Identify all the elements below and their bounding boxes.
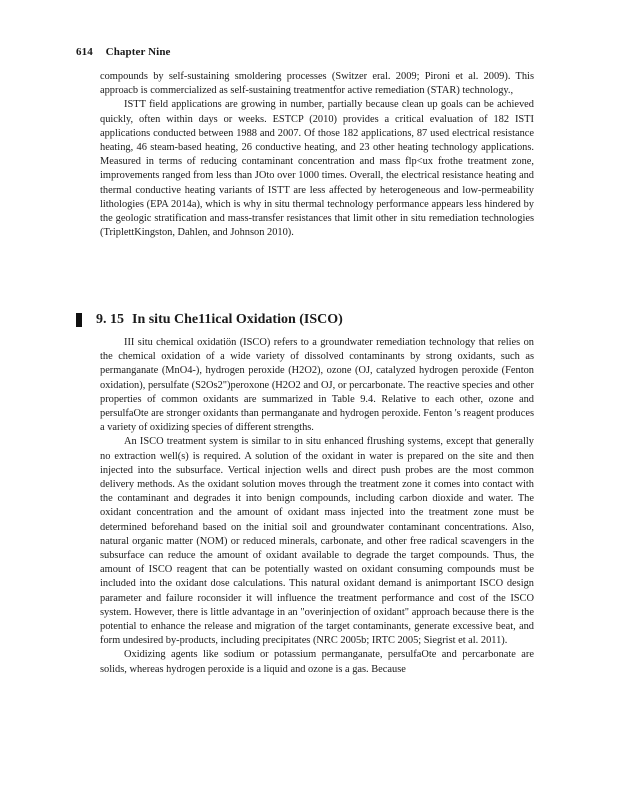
section-number: 9. 15 bbox=[96, 312, 124, 327]
paragraph: An ISCO treatment system is similar to in situ enhanced flrushing systems, except that generally no extraction well(s) is required. A solution of the oxidant in water is prepared on the site and then injected into the subsurface. Vertical injection wells and direct push probes are the most common delivery methods. As the oxidant solution moves through the treatment zone it comes into contact with the contaminant and degrades it into benign compounds, including carbon dioxide and water. The oxidant concentration and the amount of oxidant mass injected into the treatment zone must be determined beforehand based on the initial soil and groundwater contaminant concentrations. Also, natural organic matter (NOM) or reduced minerals, carbonate, and other free radical scavengers in the subsurface can reduce the amount of oxidant available to degrade the target compounds. Thus, the amount of ISCO reagent that can be potentially wasted on oxidant consuming compounds must be included into the oxidant dose calculations. This natural oxidant demand is animportant ISCO design parameter and failure roconsider it will influence the treatment performance and cost of the ISCO system. However, there is little advantage in an "overinjection of oxidant" approach because there is the potential to enhance the release and migration of the target contaminants, generate excessive beat, and form undesired by-products, including precipitates (NRC 2005b; IRTC 2005; Siegrist et al. 2011). bbox=[100, 436, 534, 647]
section-heading bbox=[76, 312, 343, 328]
page-number: 614 bbox=[76, 46, 93, 58]
section-marker-icon bbox=[76, 313, 82, 327]
paragraph: ISTT field applications are growing in number, partially because clean up goals can be achieved quickly, often within days or weeks. ESTCP (2010) provides a critical evaluation of 182 ISTI applications conducted between 1988 and 2007. Of those 182 applications, 87 used electrical resistance heating, 46 steam-based heating, 26 conductive heating, and 23 other heating technology applications. Measured in terms of reducing contaminant concentration and mass flp<ux frothe treatment zone, improvements ranged from less than JOto over 1000 times. Overall, the electrical resistance heating and thermal conductive heating variants of ISTT are less affected by heterogeneous and low-permeability lithologies (EPA 2014a), which is why in situ thermal technology performance appears less hindered by the geologic stratification and mass-transfer resistances that limit other in situ remediation technologies (TriplettKingston, Dahlen, and Johnson 2010). bbox=[100, 99, 534, 239]
paragraph: compounds by self-sustaining smoldering processes (Switzer eral. 2009; Pironi et al. 2009). This approacb is commercialized as self-sustaining treatmentfor active remediation (STAR) technology., bbox=[100, 71, 534, 97]
section-title: In situ Che11ical Oxidation (ISCO) bbox=[132, 312, 343, 327]
running-head bbox=[76, 46, 181, 58]
paragraph: Oxidizing agents like sodium or potassium permanganate, persulfaOte and percarbonate are solids, whereas hydrogen peroxide is a liquid and ozone is a gas. Because bbox=[100, 649, 534, 675]
chapter-title: Chapter Nine bbox=[105, 46, 171, 58]
top-text-block bbox=[100, 70, 534, 240]
section-text-block bbox=[100, 336, 534, 677]
paragraph: III situ chemical oxidatiön (ISCO) refers to a groundwater remediation technology that relies on the chemical oxidation of a wide variety of dissolved contaminants by strong oxidants, such as permanganate (MnO4-), hydrogen peroxide (H2O2), ozone (OJ, catalyzed hydrogen peroxide (Fenton oxidation), persulfate (S2Os2")peroxone (H2O2 and OJ, or percarbonate. The reactive species and other properties of common oxidants are summarized in Table 9.4. Relative to each other, ozone and persulfaOte are stronger oxidants than permanganate and hydrogen peroxide. Fenton 's reagent produces a variety of oxidizing species of different strengths. bbox=[100, 337, 534, 434]
